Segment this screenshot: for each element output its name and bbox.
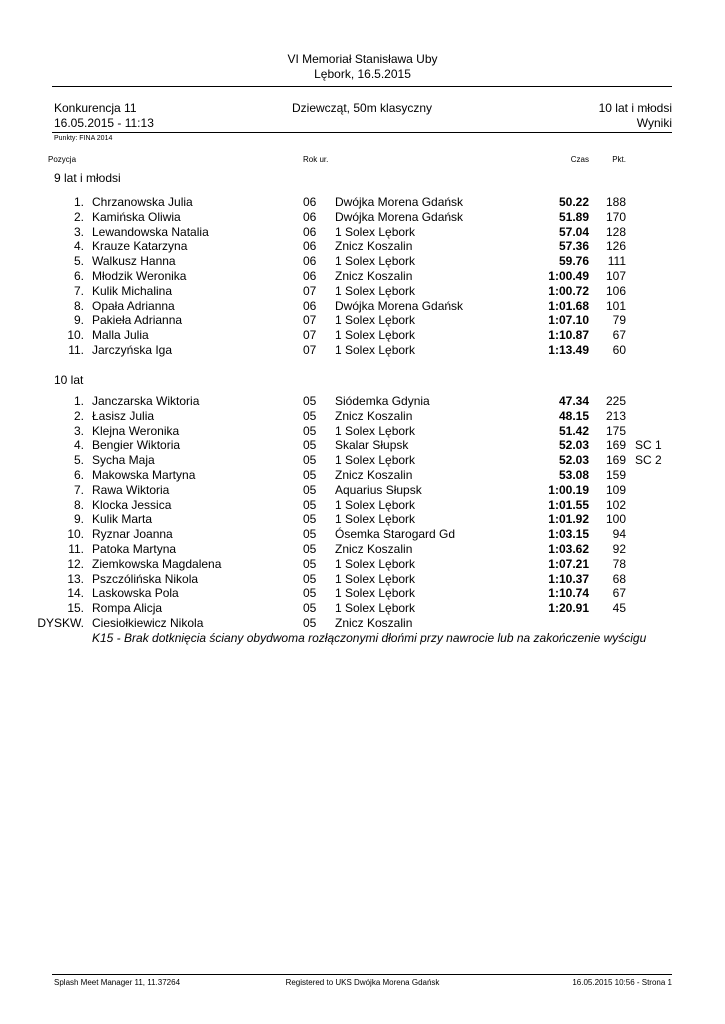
swimmer-name: Patoka Martyna: [92, 542, 177, 556]
birth-year: 05: [303, 468, 317, 482]
club-name: Skalar Słupsk: [335, 438, 409, 453]
birth-year: 05: [303, 586, 317, 601]
table-row: [0, 210, 725, 225]
result-time: 1:10.87: [548, 328, 589, 343]
table-row: [0, 409, 725, 424]
club-name: 1 Solex Lębork: [335, 601, 416, 616]
footer-registered: Registered to UKS Dwójka Morena Gdańsk: [285, 978, 440, 987]
swimmer-name: Ziemkowska Magdalena: [92, 556, 222, 571]
table-row: [0, 254, 725, 269]
col-time-header: Czas: [570, 155, 589, 164]
table-row: [0, 313, 725, 328]
club-name: Dwójka Morena Gdańsk: [335, 298, 464, 313]
table-row: [0, 225, 725, 240]
result-position: 14.: [67, 586, 84, 601]
birth-year: 06: [303, 195, 317, 209]
result-points: 107: [605, 269, 626, 283]
event-name: Dziewcząt, 50m klasyczny: [292, 101, 433, 115]
birth-year: 05: [303, 497, 317, 512]
result-points: 169: [605, 438, 626, 453]
birth-year: 05: [303, 408, 317, 423]
result-points: 92: [612, 542, 626, 556]
birth-year: 05: [303, 556, 317, 571]
table-row: [0, 239, 725, 254]
result-points: 188: [605, 195, 626, 209]
result-time: 1:01.92: [548, 512, 589, 527]
club-name: Znicz Koszalin: [335, 408, 413, 423]
birth-year: 05: [303, 616, 317, 630]
result-position: 5.: [73, 453, 84, 468]
result-note: SC 2: [635, 453, 662, 468]
table-row: [0, 269, 725, 284]
table-row: [0, 542, 725, 557]
result-position: 7.: [73, 482, 84, 497]
result-points: 102: [605, 497, 626, 512]
swimmer-name: Bengier Wiktoria: [92, 438, 181, 453]
birth-year: 05: [303, 571, 317, 586]
result-time: 1:00.72: [548, 283, 589, 298]
result-time: 59.76: [558, 254, 589, 269]
birth-year: 06: [303, 224, 317, 239]
result-position: 1.: [73, 394, 84, 408]
swimmer-name: Walkusz Hanna: [92, 254, 176, 269]
col-position-header: Pozycja: [48, 155, 77, 164]
birth-year: 05: [303, 601, 317, 616]
swimmer-name: Chrzanowska Julia: [92, 195, 193, 209]
result-position: 1.: [73, 195, 84, 209]
club-name: 1 Solex Lębork: [335, 343, 416, 357]
club-name: Siódemka Gdynia: [335, 394, 430, 408]
result-points: 68: [612, 571, 626, 586]
table-row: [0, 601, 725, 616]
birth-year: 06: [303, 298, 317, 313]
result-time: 57.04: [558, 224, 589, 239]
result-time: 51.89: [558, 209, 589, 224]
event-datetime: 16.05.2015 - 11:13: [54, 116, 154, 130]
result-points: 225: [605, 394, 626, 408]
club-name: 1 Solex Lębork: [335, 328, 416, 343]
table-row: [0, 512, 725, 527]
result-position: 13.: [67, 571, 84, 586]
result-note: SC 1: [635, 438, 662, 453]
footer-page: 16.05.2015 10:56 - Strona 1: [572, 978, 672, 987]
result-points: 67: [612, 586, 626, 601]
club-name: Ósemka Starogard Gd: [335, 527, 456, 542]
result-position: 8.: [73, 298, 84, 313]
result-position: DYSKW.: [37, 616, 84, 630]
table-row: [0, 453, 725, 468]
group-label: 9 lat i młodsi: [54, 171, 121, 185]
club-name: 1 Solex Lębork: [335, 224, 416, 239]
result-time: 1:01.68: [548, 298, 589, 313]
result-time: 48.15: [558, 408, 589, 423]
result-points: 79: [612, 313, 626, 328]
club-name: Aquarius Słupsk: [335, 482, 422, 497]
result-position: 12.: [67, 556, 84, 571]
table-row: [0, 586, 725, 601]
result-position: 6.: [73, 269, 84, 283]
club-name: Znicz Koszalin: [335, 239, 413, 254]
result-time: 53.08: [558, 468, 589, 482]
birth-year: 07: [303, 313, 317, 328]
result-position: 8.: [73, 497, 84, 512]
result-position: 10.: [67, 328, 84, 343]
result-points: 60: [612, 343, 626, 357]
result-time: 1:10.74: [548, 586, 589, 601]
table-row: [0, 616, 725, 631]
birth-year: 07: [303, 283, 317, 298]
points-note: Punkty: FINA 2014: [54, 135, 113, 142]
swimmer-name: Laskowska Pola: [92, 586, 179, 601]
table-row: [0, 527, 725, 542]
result-time: 1:00.49: [548, 269, 589, 283]
result-position: 7.: [73, 283, 84, 298]
birth-year: 06: [303, 209, 317, 224]
result-position: 9.: [73, 512, 84, 527]
swimmer-name: Lewandowska Natalia: [92, 224, 209, 239]
club-name: 1 Solex Lębork: [335, 586, 416, 601]
swimmer-name: Kulik Michalina: [92, 283, 173, 298]
disqualification-reason: K15 - Brak dotknięcia ściany obydwoma rozłączonymi dłońmi przy nawrocie lub na zakończenie wyścigu: [92, 631, 647, 645]
swimmer-name: Malla Julia: [92, 328, 149, 343]
swimmer-name: Klocka Jessica: [92, 497, 172, 512]
club-name: Znicz Koszalin: [335, 542, 413, 556]
table-row: [0, 299, 725, 314]
club-name: 1 Solex Lębork: [335, 512, 416, 527]
result-position: 6.: [73, 468, 84, 482]
result-points: 100: [605, 512, 626, 527]
result-time: 1:03.15: [548, 527, 589, 542]
table-row: [0, 438, 725, 453]
result-time: 50.22: [558, 195, 589, 209]
event-divider: [52, 132, 672, 133]
result-time: 1:03.62: [548, 542, 589, 556]
birth-year: 05: [303, 423, 317, 438]
swimmer-name: Młodzik Weronika: [92, 269, 187, 283]
swimmer-name: Rompa Alicja: [92, 601, 163, 616]
birth-year: 05: [303, 542, 317, 556]
result-points: 175: [605, 423, 626, 438]
result-position: 11.: [68, 343, 84, 357]
club-name: 1 Solex Lębork: [335, 254, 416, 269]
result-time: 52.03: [558, 453, 589, 468]
result-points: 45: [612, 601, 626, 616]
birth-year: 06: [303, 239, 317, 254]
result-position: 2.: [73, 209, 84, 224]
col-points-header: Pkt.: [612, 155, 626, 164]
club-name: Dwójka Morena Gdańsk: [335, 195, 464, 209]
result-position: 3.: [73, 224, 84, 239]
birth-year: 07: [303, 343, 317, 357]
swimmer-name: Kulik Marta: [92, 512, 153, 527]
table-row: [0, 328, 725, 343]
club-name: Znicz Koszalin: [335, 269, 413, 283]
event-age-group: 10 lat i młodsi: [598, 101, 672, 115]
birth-year: 05: [303, 394, 317, 408]
result-time: 1:00.19: [548, 482, 589, 497]
result-position: 5.: [73, 254, 84, 269]
result-time: 1:07.21: [548, 556, 589, 571]
club-name: 1 Solex Lębork: [335, 313, 416, 328]
document-type: Wyniki: [636, 116, 672, 130]
table-row: [0, 557, 725, 572]
result-points: 101: [605, 298, 626, 313]
result-position: 15.: [67, 601, 84, 616]
birth-year: 06: [303, 269, 317, 283]
table-row: [0, 394, 725, 409]
header-divider: [52, 86, 672, 87]
footer-software: Splash Meet Manager 11, 11.37264: [54, 978, 181, 987]
club-name: 1 Solex Lębork: [335, 283, 416, 298]
club-name: 1 Solex Lębork: [335, 556, 416, 571]
swimmer-name: Rawa Wiktoria: [92, 482, 170, 497]
table-row: [0, 195, 725, 210]
swimmer-name: Jarczyńska Iga: [92, 343, 173, 357]
table-row: [0, 468, 725, 483]
table-row: [0, 343, 725, 358]
swimmer-name: Kamińska Oliwia: [92, 209, 181, 224]
table-row: [0, 424, 725, 439]
result-points: 111: [607, 254, 626, 269]
meet-title: VI Memoriał Stanisława Uby: [287, 52, 438, 66]
result-points: 106: [605, 283, 626, 298]
result-position: 11.: [68, 542, 84, 556]
birth-year: 06: [303, 254, 317, 269]
table-row: [0, 284, 725, 299]
birth-year: 05: [303, 512, 317, 527]
swimmer-name: Łasisz Julia: [92, 408, 155, 423]
club-name: Znicz Koszalin: [335, 468, 413, 482]
table-row: [0, 572, 725, 587]
birth-year: 05: [303, 453, 317, 468]
table-row: [0, 498, 725, 513]
result-time: 1:10.37: [548, 571, 589, 586]
result-time: 57.36: [558, 239, 589, 254]
col-year-header: Rok ur.: [303, 155, 329, 164]
club-name: 1 Solex Lębork: [335, 423, 416, 438]
club-name: Dwójka Morena Gdańsk: [335, 209, 464, 224]
birth-year: 05: [303, 438, 317, 453]
swimmer-name: Klejna Weronika: [92, 423, 180, 438]
club-name: 1 Solex Lębork: [335, 571, 416, 586]
result-position: 10.: [67, 527, 84, 542]
result-position: 9.: [73, 313, 84, 328]
result-points: 128: [605, 224, 626, 239]
result-points: 67: [612, 328, 626, 343]
result-points: 159: [605, 468, 626, 482]
swimmer-name: Opała Adrianna: [92, 298, 175, 313]
swimmer-name: Pszczólińska Nikola: [92, 571, 199, 586]
event-number: Konkurencja 11: [54, 101, 137, 115]
birth-year: 07: [303, 328, 317, 343]
result-time: 1:07.10: [548, 313, 589, 328]
result-time: 1:20.91: [548, 601, 589, 616]
birth-year: 05: [303, 527, 317, 542]
result-time: 1:01.55: [548, 497, 589, 512]
birth-year: 05: [303, 482, 317, 497]
club-name: 1 Solex Lębork: [335, 453, 416, 468]
result-time: 47.34: [558, 394, 589, 408]
result-points: 170: [605, 209, 626, 224]
footer-divider: [52, 974, 672, 975]
result-time: 51.42: [558, 423, 589, 438]
result-position: 2.: [73, 408, 84, 423]
result-position: 4.: [73, 438, 84, 453]
result-points: 213: [605, 408, 626, 423]
result-points: 94: [612, 527, 626, 542]
club-name: Znicz Koszalin: [335, 616, 413, 630]
swimmer-name: Sycha Maja: [92, 453, 155, 468]
swimmer-name: Ciesiołkiewicz Nikola: [92, 616, 204, 630]
result-points: 126: [605, 239, 626, 254]
result-points: 169: [605, 453, 626, 468]
result-position: 4.: [73, 239, 84, 254]
result-points: 109: [605, 482, 626, 497]
group-label: 10 lat: [54, 373, 84, 387]
club-name: 1 Solex Lębork: [335, 497, 416, 512]
swimmer-name: Ryznar Joanna: [92, 527, 173, 542]
swimmer-name: Janczarska Wiktoria: [92, 394, 200, 408]
result-position: 3.: [73, 423, 84, 438]
swimmer-name: Krauze Katarzyna: [92, 239, 188, 254]
result-time: 1:13.49: [548, 343, 589, 357]
table-row: [0, 483, 725, 498]
result-time: 52.03: [558, 438, 589, 453]
result-points: 78: [612, 556, 626, 571]
meet-subtitle: Lębork, 16.5.2015: [314, 67, 411, 81]
swimmer-name: Pakieła Adrianna: [92, 313, 183, 328]
swimmer-name: Makowska Martyna: [92, 468, 196, 482]
